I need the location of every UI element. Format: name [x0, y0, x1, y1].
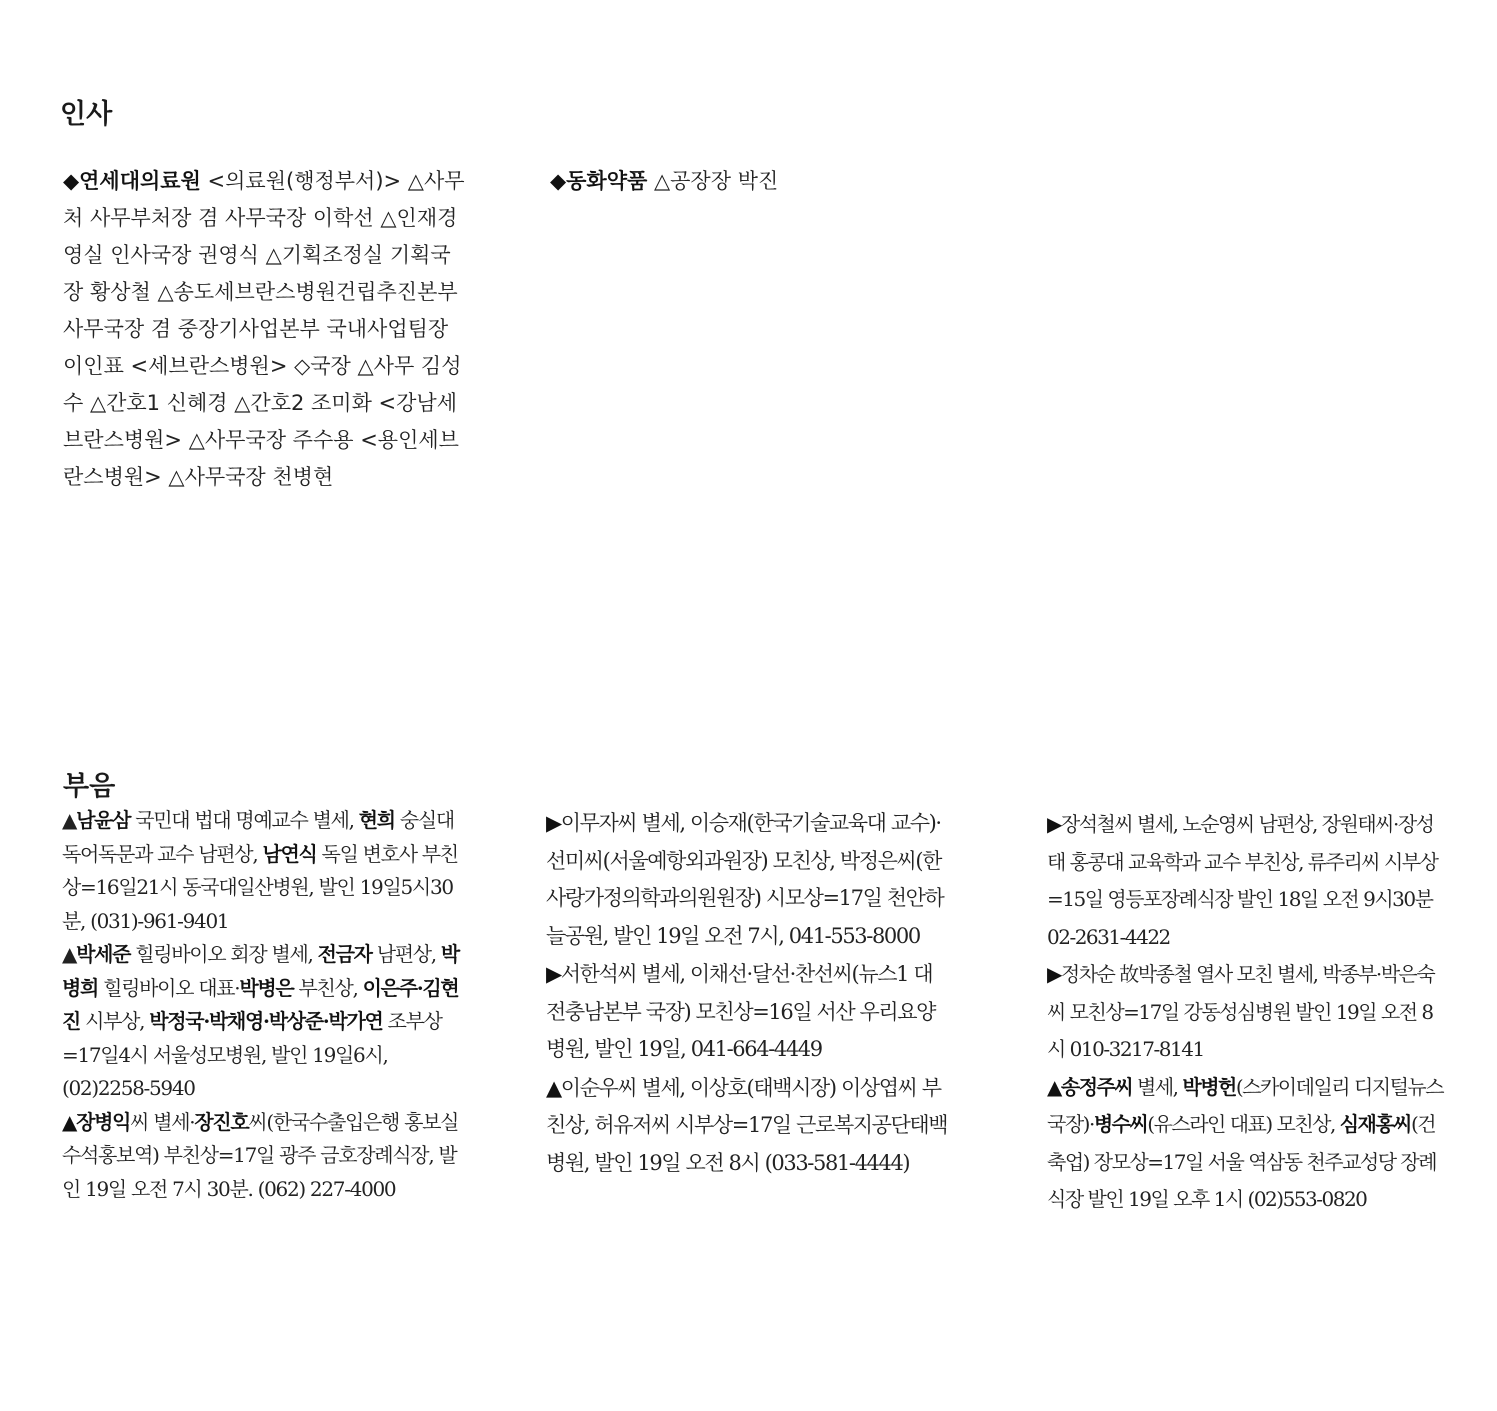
obituary-text: ▲ — [62, 942, 77, 966]
obituary-name: 박세준 — [76, 942, 131, 966]
obituary-name: 이은주·김현진 — [62, 975, 459, 1033]
obituary-name: 병수씨 — [1093, 1112, 1148, 1136]
obituary-entry — [1047, 1069, 1447, 1219]
obituary-text: 힐링바이오 대표· — [98, 975, 240, 1000]
obituary-entry — [546, 804, 951, 955]
obituary-text: 독일 변호사 부친상=16일21시 동국대일산병원, 발인 19일5시30분, (031)-961-9401 — [62, 841, 458, 933]
obituary-text: 별세, — [1132, 1074, 1183, 1099]
obituary-text: 장석철씨 별세, 노순영씨 남편상, 장원태씨·장성태 홍콩대 교육학과 교수 부친상, 류주리씨 시부상=15일 영등포장례식장 발인 18일 오전 9시30분 02-2631-4422 — [1047, 812, 1438, 949]
obituary-text: 부친상, — [293, 975, 363, 1000]
entry-text: △공장장 박진 — [647, 169, 779, 193]
insa-entry-yonsei — [63, 163, 468, 496]
obituary-text: 씨 별세· — [130, 1109, 195, 1134]
obituary-text: (유스라인 대표) 모친상, — [1147, 1112, 1340, 1136]
obituary-name: 심재홍씨 — [1339, 1112, 1411, 1136]
obituary-text: (스카이데일리 디지털뉴스국장)· — [1047, 1074, 1444, 1136]
obituary-entry — [546, 955, 951, 1069]
org-name: ◆동화약품 — [550, 169, 648, 193]
section-heading-bueum: 부음 — [63, 771, 116, 802]
bueum-column-2 — [546, 804, 951, 1182]
obituary-text: 남편상, — [371, 942, 441, 966]
obituary-name: 박병헌 — [1182, 1074, 1236, 1099]
obituary-entry — [62, 938, 467, 1106]
obituary-text: 서한석씨 별세, 이채선·달선·찬선씨(뉴스1 대전충남본부 국장) 모친상=16일 서산 우리요양병원, 발인 19일, 041-664-4449 — [546, 962, 936, 1061]
obituary-text: 시부상, — [80, 1009, 150, 1033]
section-heading-insa: 인사 — [60, 99, 113, 130]
bueum-column-1 — [62, 804, 467, 1206]
obituary-name: ▶ — [546, 810, 561, 835]
obituary-name: 송정주씨 — [1060, 1074, 1133, 1099]
obituary-name: 박정국·박채영·박상준·박가연 — [149, 1009, 383, 1033]
obituary-name: ▶ — [1047, 962, 1061, 986]
obituary-name: 남윤삼 — [76, 808, 131, 832]
obituary-text: 정차순 故박종철 열사 모친 별세, 박종부·박은숙씨 모친상=17일 강동성심병원 발인 19일 오전 8시 010-3217-8141 — [1047, 962, 1435, 1061]
obituary-name: 박병은 — [239, 975, 294, 1000]
obituary-text: (건축업) 장모상=17일 서울 역삼동 천주교성당 장례식장 발인 19일 오후 1시 (02)553-0820 — [1047, 1112, 1437, 1211]
obituary-entry — [1047, 806, 1447, 956]
obituary-name: 전금자 — [317, 942, 372, 966]
insa-entry-donghwa — [550, 163, 955, 200]
obituary-text: 씨(한국수출입은행 홍보실수석홍보역) 부친상=17일 광주 금호장례식장, 발인 19일 오전 7시 30분. (062) 227-4000 — [62, 1109, 459, 1201]
org-name: ◆연세대의료원 — [63, 169, 201, 193]
bueum-column-3 — [1047, 806, 1447, 1219]
obituary-name: 장병익 — [76, 1109, 131, 1134]
obituary-text: 조부상=17일4시 서울성모병원, 발인 19일6시, (02)2258-5940 — [62, 1009, 442, 1100]
obituary-text: 이순우씨 별세, 이상호(태백시장) 이상엽씨 부친상, 허유저씨 시부상=17일 근로복지공단태백병원, 발인 19일 오전 8시 (033-581-4444) — [546, 1075, 948, 1175]
obituary-name: 장진호 — [194, 1109, 249, 1134]
obituary-text: 숭실대 독어독문과 교수 남편상, — [62, 808, 454, 866]
obituary-name: ▶ — [1047, 812, 1061, 836]
obituary-text: ▲ — [62, 808, 77, 832]
obituary-text: 힐링바이오 회장 별세, — [130, 942, 318, 966]
obituary-name: ▲ — [546, 1074, 561, 1100]
entry-text: <의료원(행정부서)> △사무처 사무부처장 겸 사무국장 이학선 △인재경영실 인사국장 권영식 △기획조정실 기획국장 황상철 △송도세브란스병원건립추진본부 사무국장 겸 중장기사업본부 국내사업팀장 이인표 <세브란스병원> ◇국장 △사무 김성수 △간호1 신혜경 △간호2 조미화 <강남세브란스병원> △사무국장 주수용 <용인세브란스병원> △사무국장 천병현 — [63, 169, 465, 489]
obituary-text: 이무자씨 별세, 이승재(한국기술교육대 교수)·선미씨(서울예항외과원장) 모친상, 박정은씨(한사랑가정의학과의원원장) 시모상=17일 천안하늘공원, 발인 19일 오전 7시, 041-553-8000 — [546, 811, 944, 948]
obituary-name: 박병희 — [62, 942, 459, 1000]
obituary-name: ▶ — [546, 961, 561, 986]
obituary-entry — [62, 1106, 467, 1207]
obituary-entry — [1047, 956, 1447, 1069]
obituary-name: ▲ — [62, 1109, 77, 1134]
obituary-name: ▲ — [1047, 1074, 1061, 1099]
obituary-name: 현희 — [358, 808, 395, 832]
obituary-name: 남연식 — [262, 841, 317, 866]
obituary-entry — [546, 1069, 951, 1183]
obituary-entry — [62, 804, 467, 938]
obituary-text: 국민대 법대 명예교수 별세, — [130, 808, 359, 832]
